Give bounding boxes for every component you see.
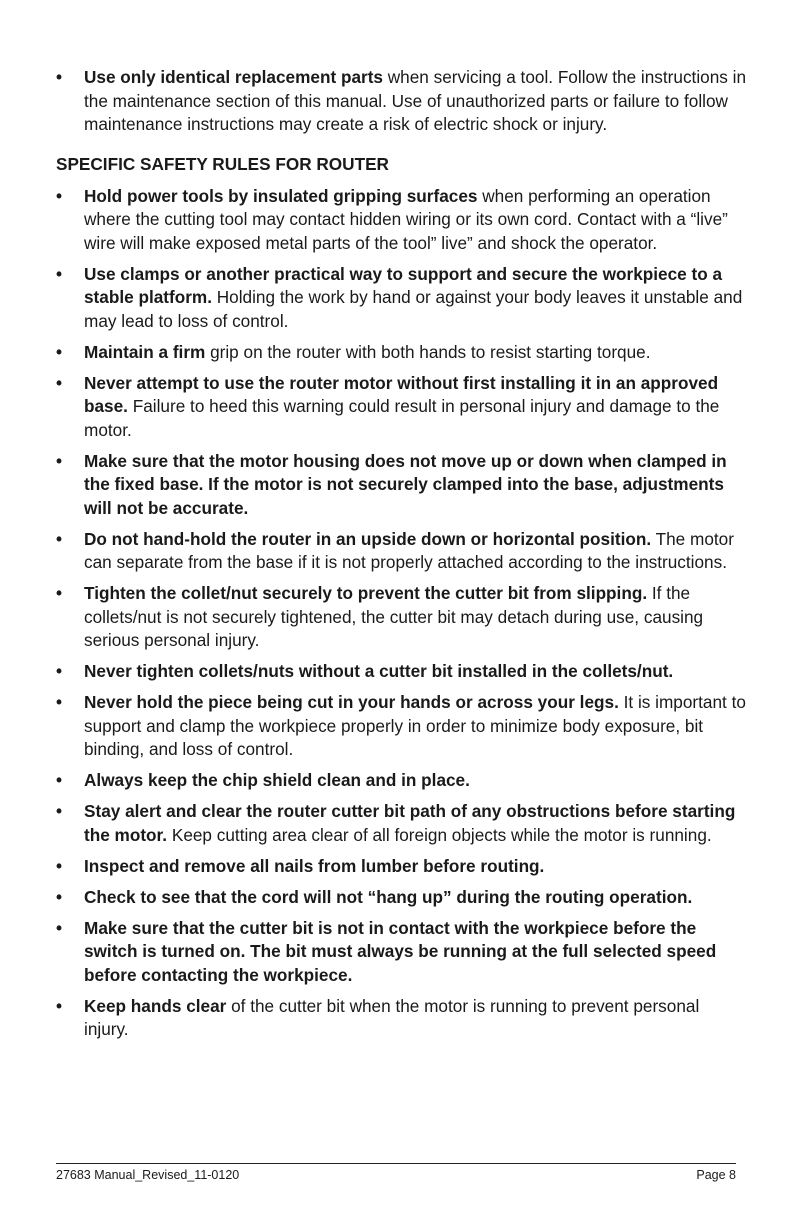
bullet-item-bold: Make sure that the cutter bit is not in contact with the workpiece before the switch is turned on. The bit must always be running at the full selected speed before contacting the workpiece. <box>84 917 717 985</box>
bullet-item <box>56 800 746 847</box>
bullet-item-bold: Do not hand-hold the router in an upside down or horizontal position. <box>84 528 652 549</box>
bullet-item-bold: Use clamps or another practical way to support and secure the workpiece to a stable platform. <box>84 263 723 307</box>
bullet-item <box>56 855 746 879</box>
bullet-icon: • <box>56 801 63 821</box>
bullet-item <box>56 691 746 762</box>
bullet-item-text: when performing an operation where the cutting tool may contact hidden wiring or its own cord. Contact with a “live” wire will make exposed metal parts of the tool” live” and shock the operator. <box>84 185 728 253</box>
bullet-item <box>56 372 746 443</box>
safety-rules-list <box>56 185 746 1042</box>
bullet-item <box>56 66 746 137</box>
footer-document-id: 27683 Manual_Revised_11-0120 <box>56 1168 240 1182</box>
bullet-icon: • <box>56 855 63 876</box>
bullet-item <box>56 263 746 334</box>
bullet-item-text: Keep cutting area clear of all foreign objects while the motor is running. <box>167 824 712 845</box>
bullet-icon: • <box>56 995 63 1016</box>
bullet-item-text: of the cutter bit when the motor is running to prevent personal injury. <box>84 995 700 1039</box>
bullet-item <box>56 582 746 653</box>
footer-page-number: Page 8 <box>696 1168 736 1182</box>
bullet-item-bold: Hold power tools by insulated gripping surfaces <box>84 185 478 206</box>
bullet-item-bold: Maintain a firm <box>84 341 206 362</box>
bullet-icon: • <box>56 263 63 284</box>
intro-list <box>56 66 746 137</box>
page-footer <box>56 1163 736 1182</box>
page-content <box>56 66 746 1049</box>
bullet-icon: • <box>56 528 63 549</box>
bullet-icon: • <box>56 185 63 206</box>
bullet-item-text: The motor can separate from the base if it is not properly attached according to the instructions. <box>84 528 734 572</box>
bullet-icon: • <box>56 770 63 790</box>
bullet-item <box>56 995 746 1042</box>
bullet-item <box>56 528 746 575</box>
bullet-item-bold: Stay alert and clear the router cutter bit path of any obstructions before starting the motor. <box>84 801 736 845</box>
bullet-item <box>56 886 746 910</box>
bullet-item <box>56 341 746 365</box>
bullet-item <box>56 917 746 988</box>
bullet-item-text: Holding the work by hand or against your body leaves it unstable and may lead to loss of control. <box>84 287 743 331</box>
bullet-item <box>56 769 746 793</box>
bullet-item-text: If the collets/nut is not securely tightened, the cutter bit may detach during use, causing serious personal injury. <box>84 583 704 650</box>
section-heading: SPECIFIC SAFETY RULES FOR ROUTER <box>56 153 389 174</box>
bullet-item-bold: Never attempt to use the router motor without first installing it in an approved base. <box>84 372 719 416</box>
bullet-item-bold: Keep hands clear <box>84 995 227 1016</box>
bullet-item-bold: Tighten the collet/nut securely to prevent the cutter bit from slipping. <box>84 583 648 603</box>
bullet-item <box>56 185 746 256</box>
bullet-icon: • <box>56 450 63 471</box>
bullet-icon: • <box>56 917 63 938</box>
bullet-icon: • <box>56 583 63 603</box>
bullet-item-bold: Never tighten collets/nuts without a cutter bit installed in the collets/nut. <box>84 661 674 681</box>
bullet-item-bold: Always keep the chip shield clean and in place. <box>84 770 470 790</box>
bullet-item <box>56 660 746 684</box>
bullet-icon: • <box>56 692 63 712</box>
bullet-icon: • <box>56 661 63 681</box>
bullet-icon: • <box>56 67 63 87</box>
bullet-item-bold: Never hold the piece being cut in your hands or across your legs. <box>84 692 619 712</box>
bullet-icon: • <box>56 372 63 393</box>
bullet-item-text: Failure to heed this warning could result in personal injury and damage to the motor. <box>84 396 720 440</box>
bullet-item <box>56 450 746 521</box>
bullet-item-bold: Make sure that the motor housing does not move up or down when clamped in the fixed base. If the motor is not securely clamped into the base, adjustments will not be accurate. <box>84 450 727 518</box>
bullet-item-text: It is important to support and clamp the workpiece properly in order to minimize body exposure, bit binding, and loss of control. <box>84 692 746 759</box>
bullet-item-bold: Use only identical replacement parts <box>84 67 383 87</box>
bullet-item-bold: Inspect and remove all nails from lumber before routing. <box>84 855 545 876</box>
bullet-icon: • <box>56 341 63 362</box>
bullet-item-text: grip on the router with both hands to resist starting torque. <box>205 341 651 362</box>
bullet-icon: • <box>56 886 63 907</box>
bullet-item-bold: Check to see that the cord will not “hang up” during the routing operation. <box>84 886 693 907</box>
bullet-item-text: when servicing a tool. Follow the instructions in the maintenance section of this manual. Use of unauthorized parts or failure to follow maintenance instructions may create a risk of electric shock or injury. <box>84 67 747 134</box>
